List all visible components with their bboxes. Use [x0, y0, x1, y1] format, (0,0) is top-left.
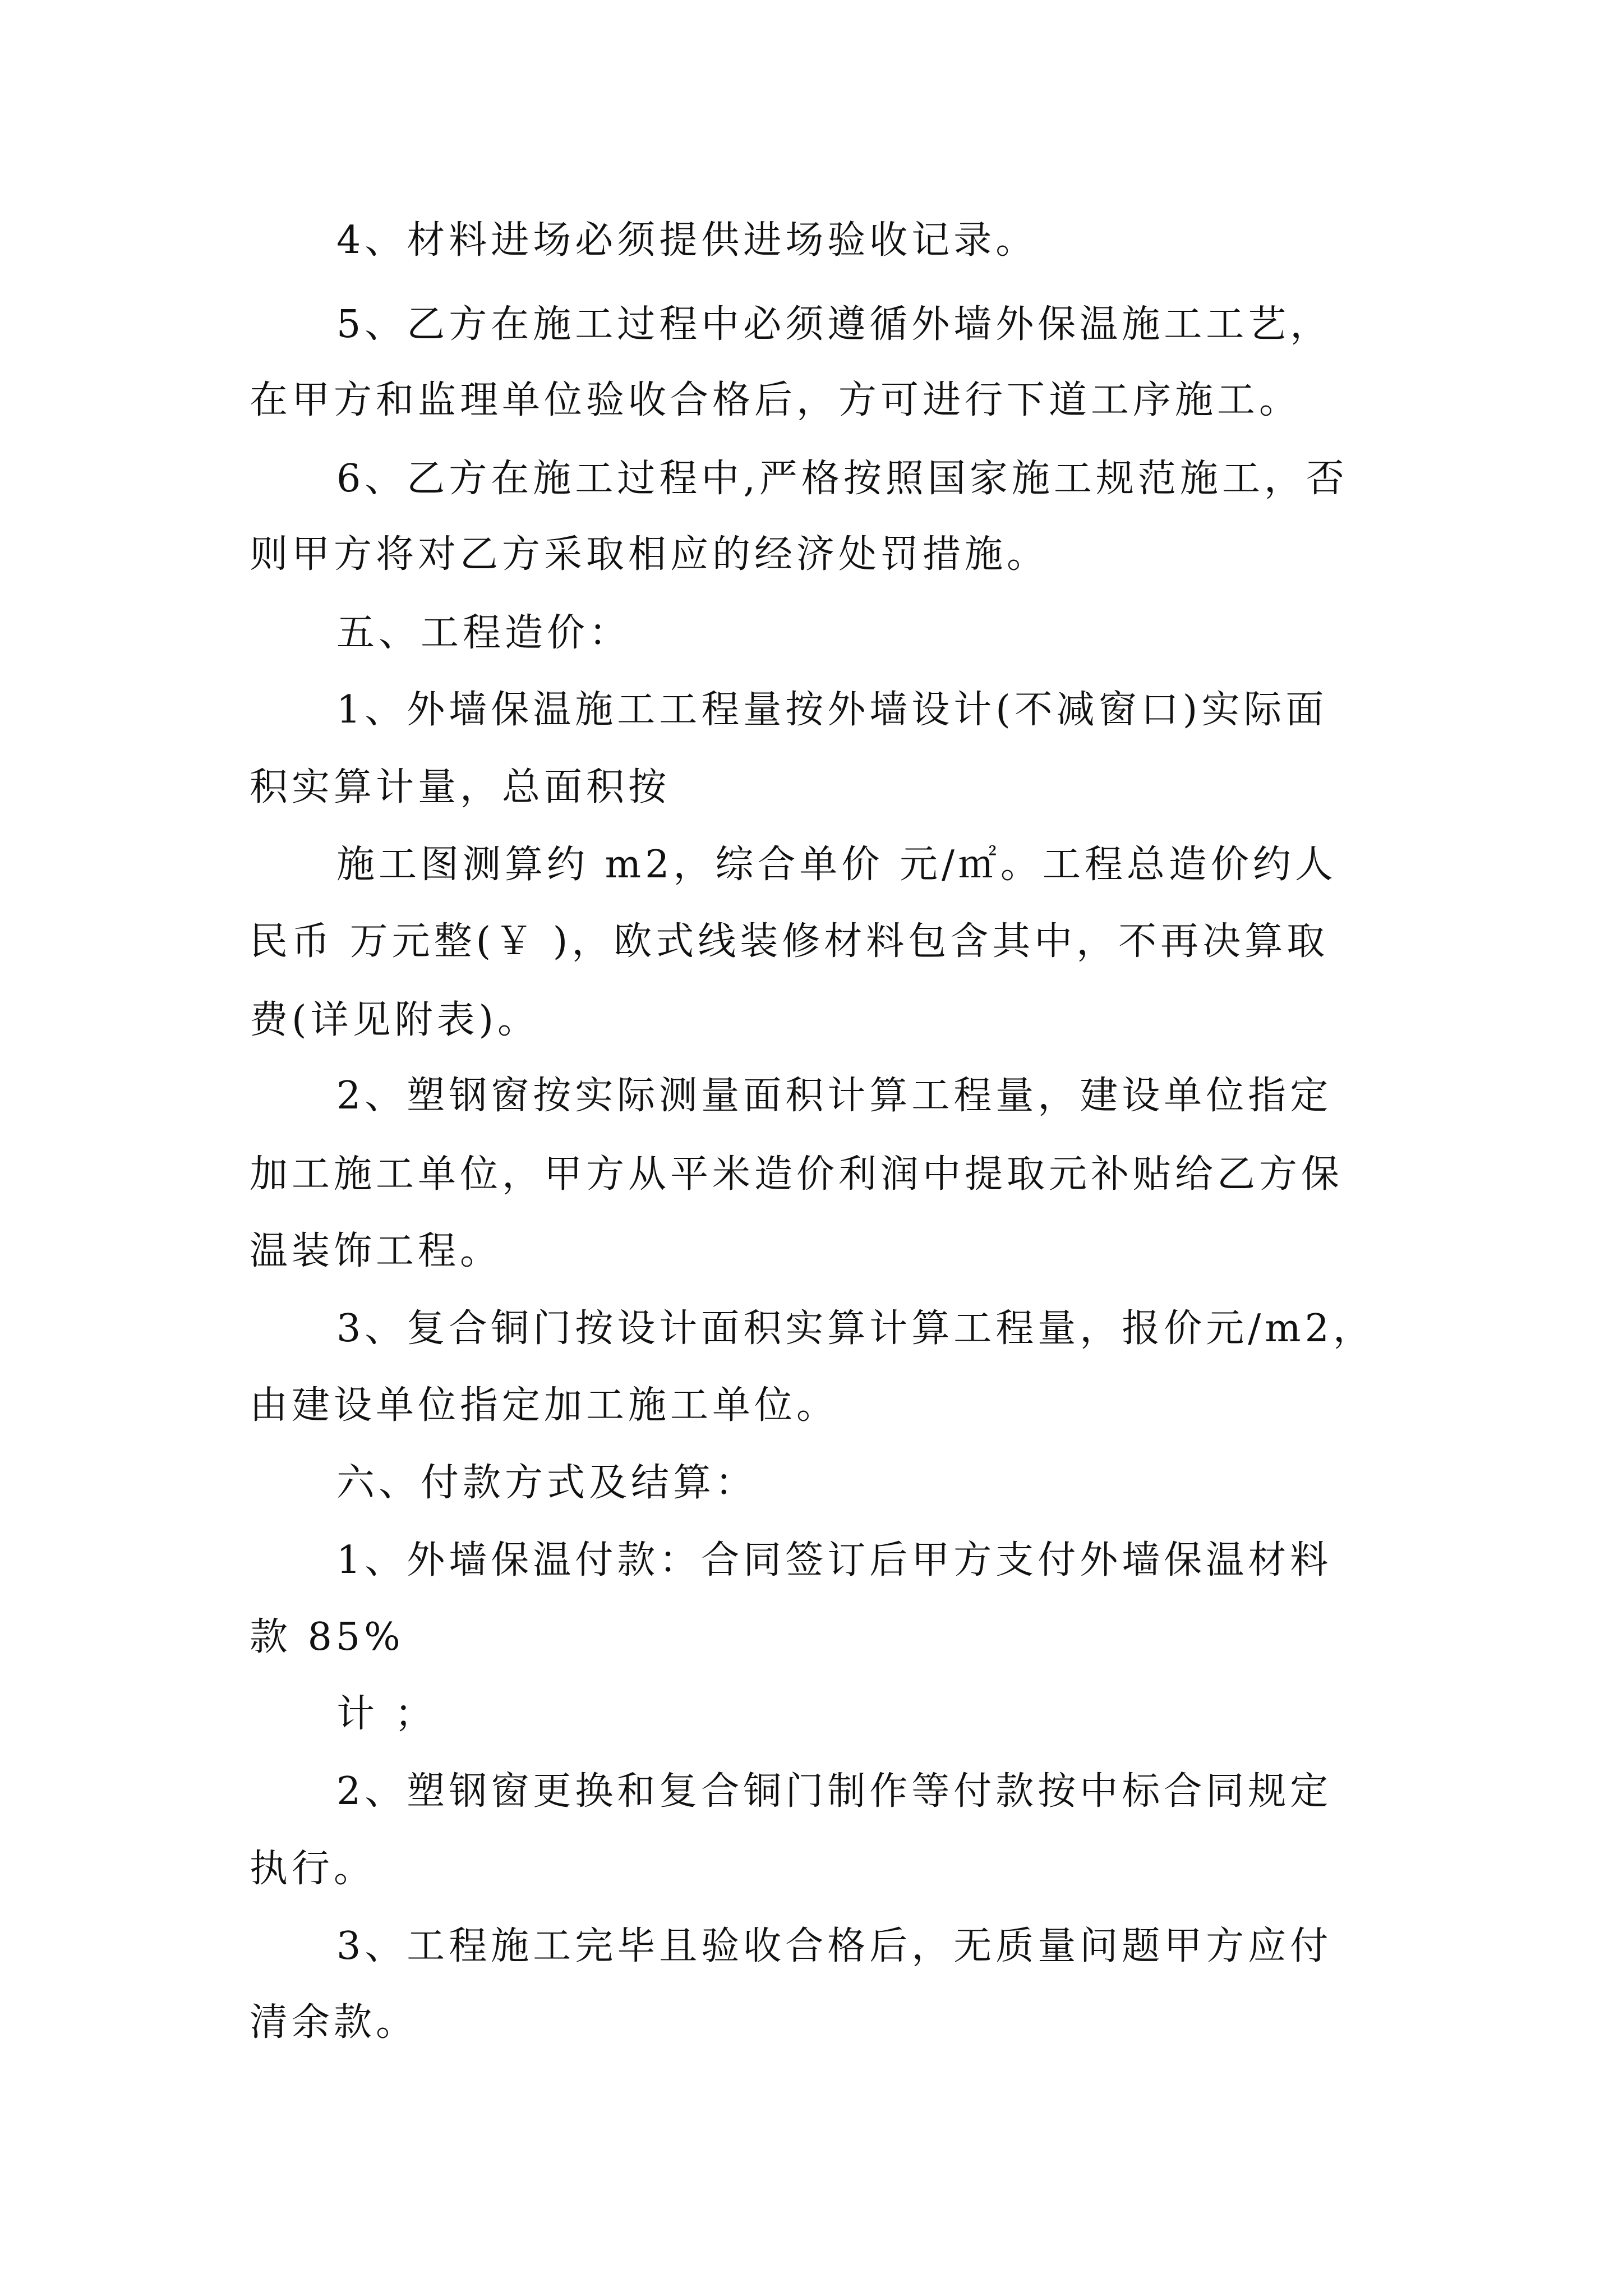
text-line: 费(详见附表)。: [250, 998, 540, 1042]
section-heading: 六、付款方式及结算：: [336, 1461, 758, 1505]
text-line: 清余款。: [250, 2000, 418, 2045]
text-line: 3、复合铜门按设计面积实算计算工程量，报价元/m2，: [336, 1306, 1375, 1351]
text-line: 执行。: [250, 1847, 376, 1891]
text-line: 2、塑钢窗更换和复合铜门制作等付款按中标合同规定: [336, 1769, 1332, 1814]
text-line: 民币 万元整(￥ )，欧式线装修材料包含其中，不再决算取: [250, 919, 1329, 964]
section-heading: 五、工程造价：: [336, 611, 631, 655]
text-line: 积实算计量，总面积按: [250, 765, 671, 809]
text-line: 款 85%: [250, 1615, 404, 1659]
text-line: 由建设单位指定加工施工单位。: [250, 1383, 839, 1428]
text-line: 在甲方和监理单位验收合格后，方可进行下道工序施工。: [250, 378, 1302, 422]
text-line: 1、外墙保温付款：合同签订后甲方支付外墙保温材料: [336, 1538, 1332, 1582]
text-line: 计 ；: [336, 1692, 437, 1736]
text-line: 2、塑钢窗按实际测量面积计算工程量，建设单位指定: [336, 1074, 1332, 1118]
text-line: 4、材料进场必须提供进场验收记录。: [336, 218, 1038, 263]
text-line: 6、乙方在施工过程中,严格按照国家施工规范施工，否: [336, 457, 1348, 501]
text-line: 3、工程施工完毕且验收合格后，无质量问题甲方应付: [336, 1924, 1332, 1968]
text-line: 加工施工单位，甲方从平米造价利润中提取元补贴给乙方保: [250, 1152, 1344, 1197]
text-line: 1、外墙保温施工工程量按外墙设计(不减窗口)实际面: [336, 688, 1328, 732]
text-line: 则甲方将对乙方采取相应的经济处罚措施。: [250, 532, 1049, 577]
text-line: 5、乙方在施工过程中必须遵循外墙外保温施工工艺，: [336, 302, 1332, 347]
text-line: 温装饰工程。: [250, 1229, 502, 1273]
text-line: 施工图测算约 m2，综合单价 元/㎡。工程总造价约人: [336, 843, 1337, 887]
